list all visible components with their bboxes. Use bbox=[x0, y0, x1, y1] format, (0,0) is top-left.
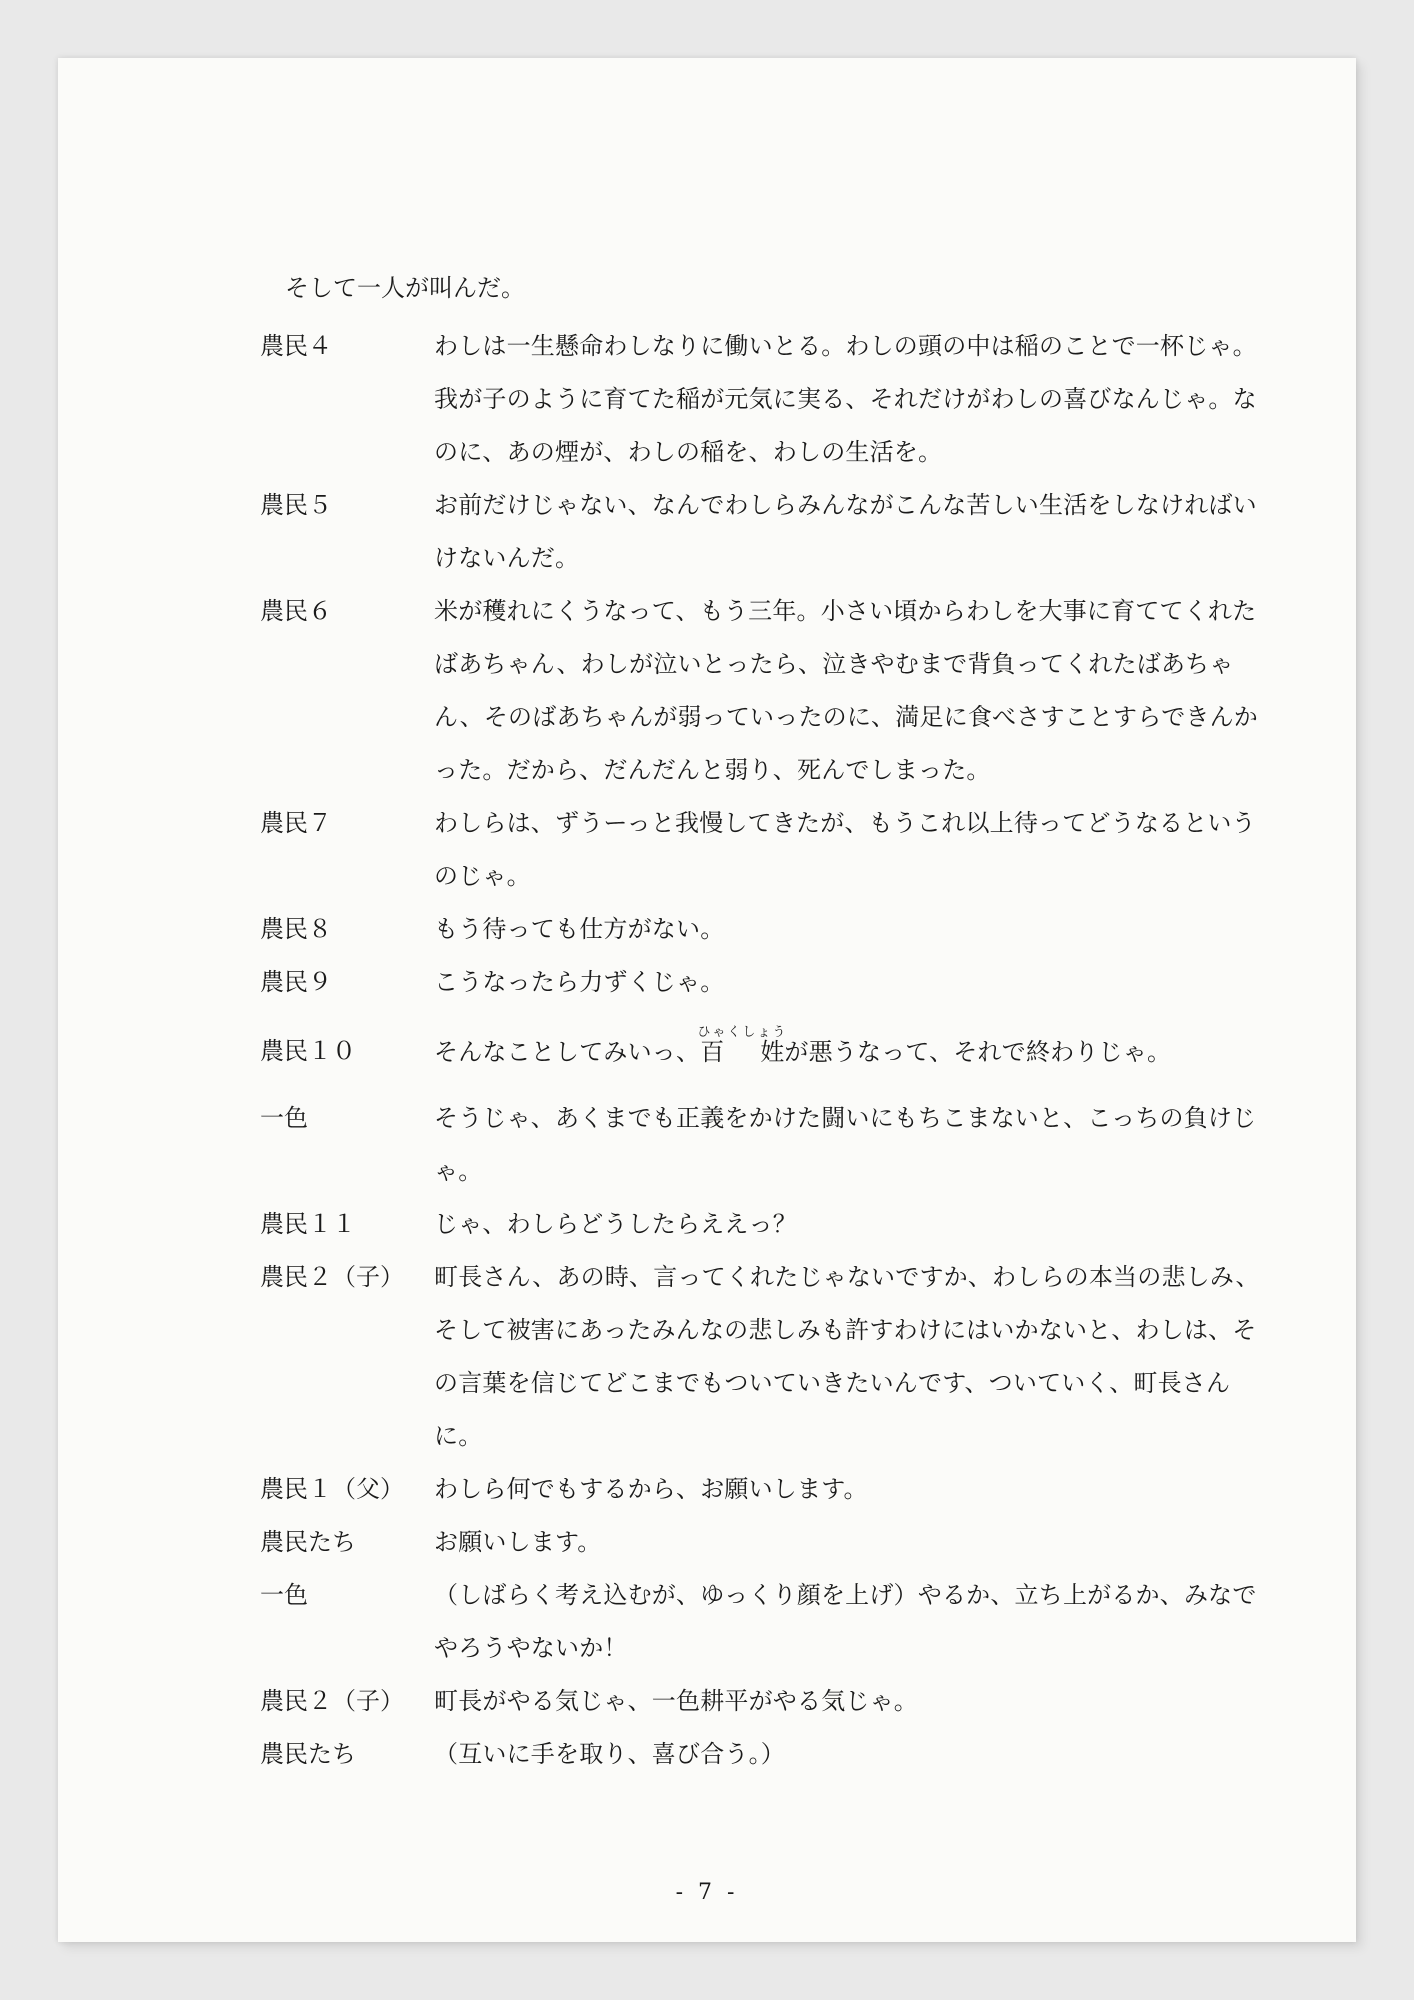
dialogue-text: （しばらく考え込むが、ゆっくり顔を上げ）やるか、立ち上がるか、みなでやろうやないか！ bbox=[434, 1581, 1257, 1662]
dialogue-entry bbox=[260, 585, 1270, 797]
dialogue-text: （互いに手を取り、喜び合う。） bbox=[434, 1740, 785, 1768]
dialogue-entry bbox=[260, 1463, 1270, 1516]
speaker-name: 農民１０ bbox=[260, 1037, 356, 1065]
dialogue-entry bbox=[260, 479, 1270, 585]
speaker-name: 一色 bbox=[260, 1581, 308, 1609]
ruby-base: 百 姓 bbox=[697, 1038, 788, 1066]
speaker-name: 農民７ bbox=[260, 809, 332, 837]
dialogue-text: じゃ、わしらどうしたらええっ？ bbox=[434, 1210, 797, 1238]
dialogue-text: 町長がやる気じゃ、一色耕平がやる気じゃ。 bbox=[434, 1687, 918, 1715]
text-before-ruby: そんなことしてみいっ、 bbox=[434, 1038, 701, 1066]
text-after-ruby: が悪うなって、それで終わりじゃ。 bbox=[784, 1038, 1172, 1066]
page-number: - 7 - bbox=[675, 1880, 739, 1905]
dialogue-entry bbox=[260, 1025, 1270, 1079]
speaker-name: 農民たち bbox=[260, 1528, 356, 1556]
dialogue-text: 町長さん、あの時、言ってくれたじゃないですか、わしらの本当の悲しみ、そして被害にあったみんなの悲しみも許すわけにはいかないと、わしは、その言葉を信じてどこまでもついていきたいんです、ついていく、町長さんに。 bbox=[434, 1263, 1260, 1450]
speaker-name: 一色 bbox=[260, 1104, 308, 1132]
dialogue-entry bbox=[260, 320, 1270, 479]
dialogue-entry bbox=[260, 1675, 1270, 1728]
dialogue-entry bbox=[260, 1092, 1270, 1198]
dialogue-text: わしは一生懸命わしなりに働いとる。わしの頭の中は稲のことで一杯じゃ。我が子のように育てた稲が元気に実る、それだけがわしの喜びなんじゃ。なのに、あの煙が、わしの稲を、わしの生活を。 bbox=[434, 332, 1257, 466]
dialogue-text: もう待っても仕方がない。 bbox=[434, 915, 725, 943]
dialogue-text: わしら何でもするから、お願いします。 bbox=[434, 1475, 868, 1503]
dialogue-text: お前だけじゃない、なんでわしらみんながこんな苦しい生活をしなければいけないんだ。 bbox=[434, 491, 1257, 572]
dialogue-entry bbox=[260, 956, 1270, 1009]
dialogue-entry bbox=[260, 1569, 1270, 1675]
speaker-name: 農民２（子） bbox=[260, 1263, 404, 1291]
intro-line: そして一人が叫んだ。 bbox=[285, 274, 525, 302]
speaker-name: 農民たち bbox=[260, 1740, 356, 1768]
dialogue-text: お願いします。 bbox=[434, 1528, 602, 1556]
dialogue-text: そうじゃ、あくまでも正義をかけた闘いにもちこまないと、こっちの負けじゃ。 bbox=[434, 1104, 1257, 1185]
dialogue-text: こうなったら力ずくじゃ。 bbox=[434, 968, 725, 996]
dialogue-list bbox=[260, 320, 1270, 1781]
speaker-name: 農民１１ bbox=[260, 1210, 356, 1238]
dialogue-entry bbox=[260, 1198, 1270, 1251]
dialogue-text bbox=[434, 1025, 1270, 1079]
dialogue-text: 米が穫れにくうなって、もう三年。小さい頃からわしを大事に育ててくれたばあちゃん、わしが泣いとったら、泣きやむまで背負ってくれたばあちゃん、そのばあちゃんが弱っていったのに、満足に食べさすことすらできんかった。だから、だんだんと弱り、死んでしまった。 bbox=[434, 597, 1258, 784]
speaker-name: 農民６ bbox=[260, 597, 332, 625]
dialogue-entry bbox=[260, 1728, 1270, 1781]
speaker-name: 農民１（父） bbox=[260, 1475, 404, 1503]
speaker-name: 農民９ bbox=[260, 968, 332, 996]
speaker-name: 農民４ bbox=[260, 332, 332, 360]
dialogue-entry bbox=[260, 903, 1270, 956]
ruby-reading: ひゃくしょう bbox=[697, 1025, 788, 1040]
dialogue-entry bbox=[260, 1516, 1270, 1569]
dialogue-text: わしらは、ずうーっと我慢してきたが、もうこれ以上待ってどうなるというのじゃ。 bbox=[434, 809, 1256, 890]
document-page bbox=[58, 58, 1356, 1942]
dialogue-entry bbox=[260, 797, 1270, 903]
furigana-word bbox=[697, 1025, 788, 1066]
dialogue-entry bbox=[260, 1251, 1270, 1463]
speaker-name: 農民５ bbox=[260, 491, 332, 519]
speaker-name: 農民８ bbox=[260, 915, 332, 943]
speaker-name: 農民２（子） bbox=[260, 1687, 404, 1715]
